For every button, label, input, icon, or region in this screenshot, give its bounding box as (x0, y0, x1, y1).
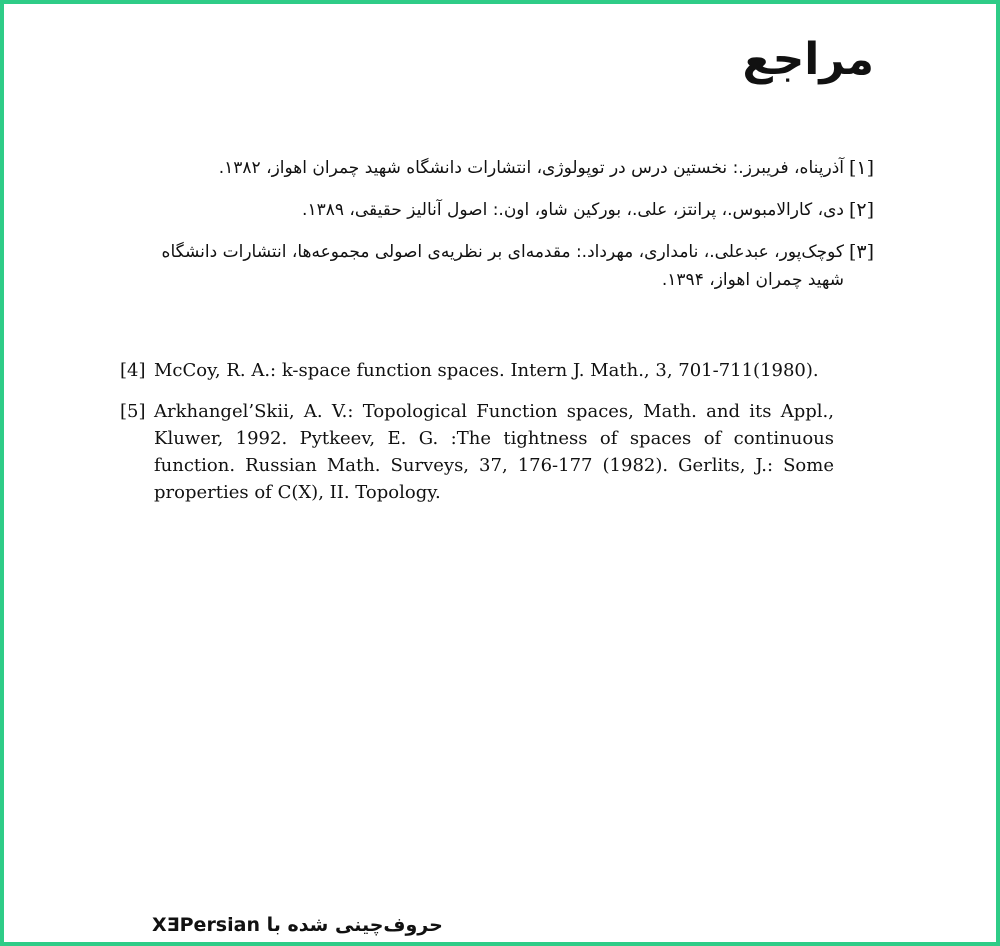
reference-item (144, 196, 874, 224)
reference-item (120, 356, 834, 386)
english-reference-list (120, 356, 834, 518)
reference-number: [4] (120, 360, 146, 381)
reference-text: دی، کارالامبوس.، پرانتز، علی.، بورکین شاو، اون.: اصول آنالیز حقیقی، ۱۳۸۹. (302, 200, 844, 220)
reference-text: Arkhangel’Skii, A. V.: Topological Function spaces, Math. and its Appl., Kluwer, 1992. Pytkeev, E. G. :The tightness of spaces of continuous function. Russian Math. Surveys, 37, 176-177 (1982). Gerlits, J.: Some properties of C(X), II. Topology. (154, 401, 834, 503)
reference-item (144, 154, 874, 182)
reference-item (120, 398, 834, 506)
reference-number: [5] (120, 401, 146, 422)
typesetting-footer: حروف‌چینی شده با XƎPersian (152, 914, 443, 936)
persian-reference-list (144, 154, 874, 308)
reference-number: [۲] (848, 199, 874, 221)
reference-number: [۱] (848, 157, 874, 179)
reference-text: McCoy, R. A.: k-space function spaces. Intern J. Math., 3, 701-711(1980). (154, 360, 819, 381)
reference-number: [۳] (848, 241, 874, 263)
reference-item (144, 238, 874, 294)
reference-text: کوچک‌پور، عبدعلی.، نامداری، مهرداد.: مقدمه‌ای بر نظریه‌ی اصولی مجموعه‌ها، انتشارات دانشگاه شهید چمران اهواز، ۱۳۹۴. (161, 242, 844, 290)
reference-text: آذرپناه، فریبرز.: نخستین درس در توپولوژی، انتشارات دانشگاه شهید چمران اهواز، ۱۳۸۲. (218, 158, 844, 178)
page-title: مراجع (742, 34, 874, 85)
